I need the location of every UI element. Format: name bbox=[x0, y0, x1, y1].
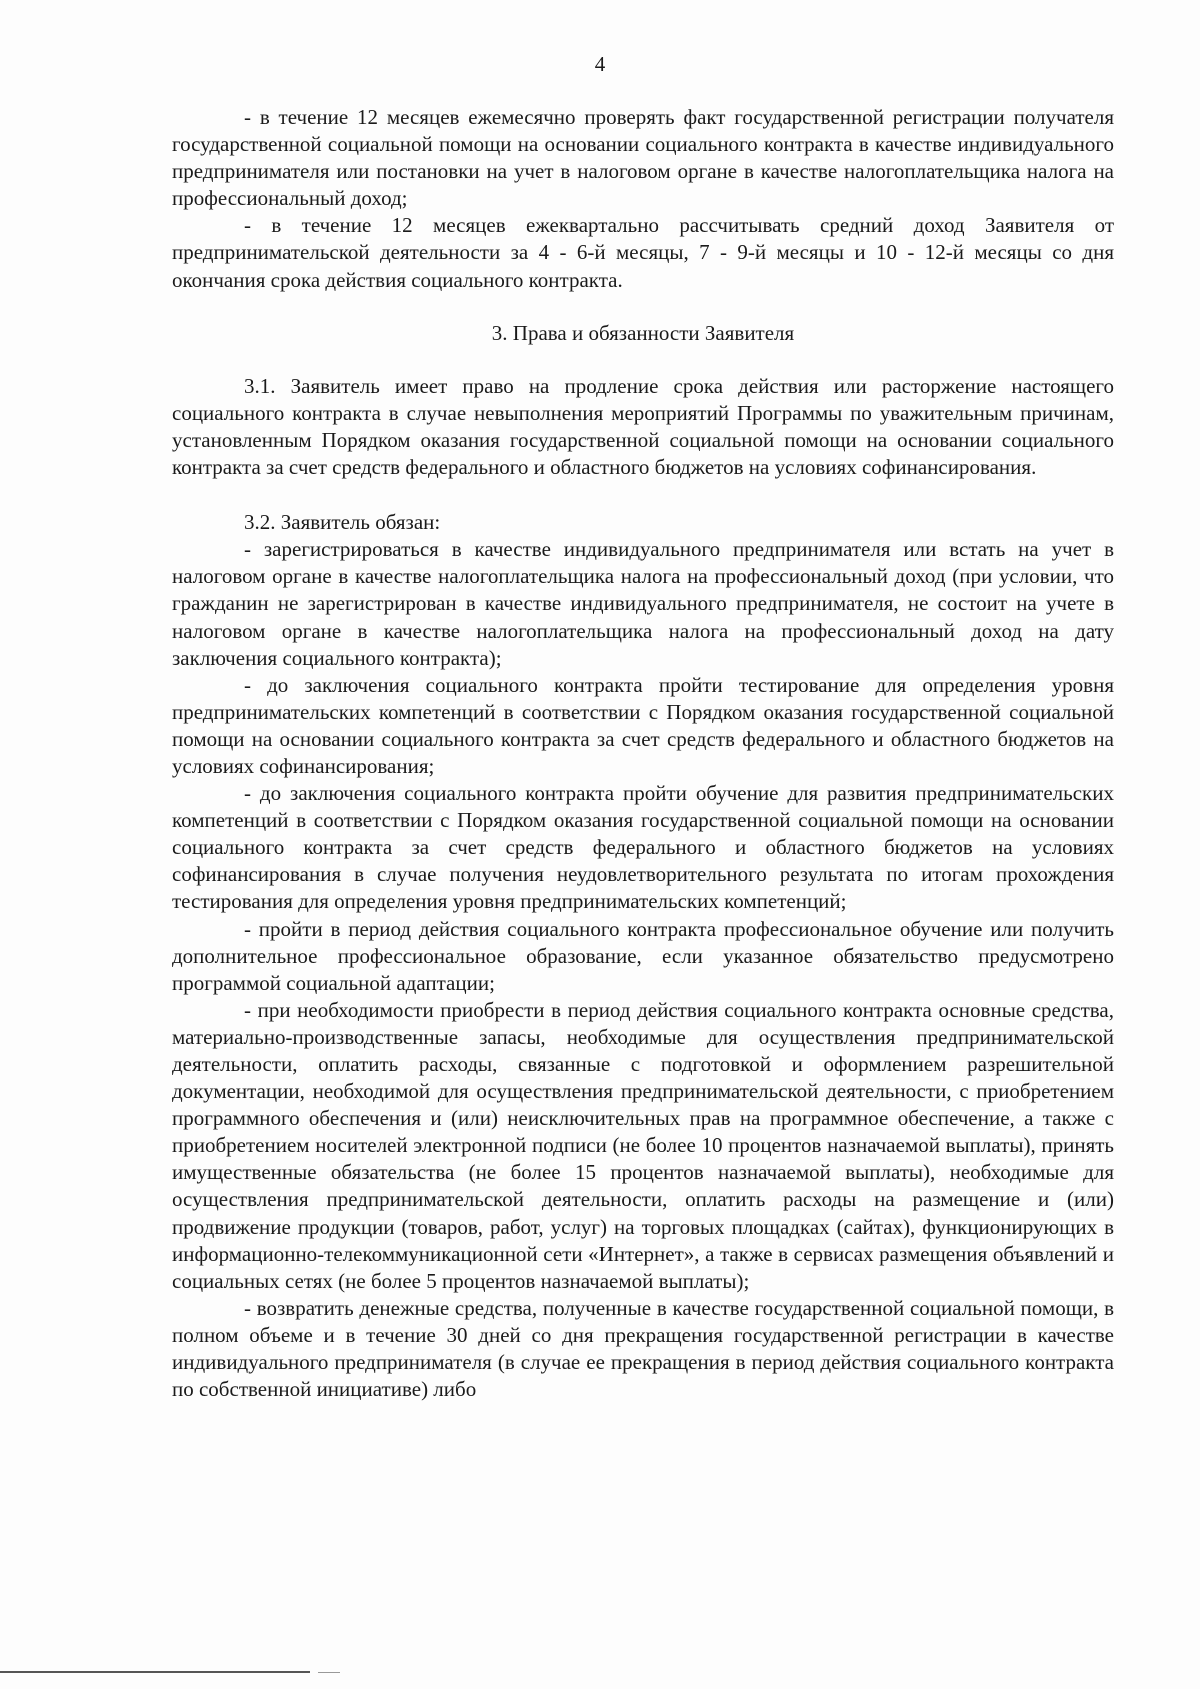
paragraph-education: - пройти в период действия социального контракта профессиональное обучение или получить дополнительное профессиональное образование, если указанное обязательство предусмотрено программой социальной адаптации; bbox=[172, 916, 1114, 995]
page-number: 4 bbox=[594, 52, 606, 76]
section-heading-rights-obligations: 3. Права и обязанности Заявителя bbox=[491, 320, 795, 345]
spacer bbox=[172, 481, 1114, 509]
spacer bbox=[172, 347, 1114, 373]
spacer bbox=[172, 294, 1114, 320]
paragraph-testing: - до заключения социального контракта пройти тестирование для определения уровня предпринимательских компетенций в соответствии с Порядком оказания государственной социальной помощи на основании социального контракта за счет средств федерального и областного бюджетов на условиях софинансирования; bbox=[172, 672, 1114, 778]
paragraph-3-1: 3.1. Заявитель имеет право на продление срока действия или расторжение настоящего социального контракта в случае невыполнения мероприятий Программы по уважительным причинам, установленным Порядком оказания государственной социальной помощи на основании социального контракта за счет средств федерального и областного бюджетов на условиях софинансирования. bbox=[172, 373, 1114, 480]
paragraph-register: - зарегистрироваться в качестве индивидуального предпринимателя или встать на учет в налоговом органе в качестве налогоплательщика налога на профессиональный доход (при условии, что гражданин не зарегистрирован в качестве индивидуального предпринимателя, не состоит на учете в налоговом органе в качестве налогоплательщика налога на профессиональный доход на дату заключения социального контракта); bbox=[172, 537, 1114, 670]
paragraph-training: - до заключения социального контракта пройти обучение для развития предпринимательских компетенций в соответствии с Порядком оказания государственной социальной помощи на основании социального контракта за счет средств федерального и областного бюджетов на условиях софинансирования в случае получения неудовлетворительного результата по итогам прохождения тестирования для определения уровня предпринимательских компетенций; bbox=[172, 781, 1114, 914]
document-body bbox=[172, 104, 1114, 1403]
footer-divider bbox=[0, 1671, 310, 1673]
paragraph-return-funds: - возвратить денежные средства, полученные в качестве государственной социальной помощи, в полном объеме и в течение 30 дней со дня прекращения государственной регистрации в качестве индивидуального предпринимателя (в случае ее прекращения в период действия социального контракта по собственной инициативе) либо bbox=[172, 1295, 1114, 1402]
paragraph-3-2: 3.2. Заявитель обязан: bbox=[244, 510, 441, 535]
paragraph-quarterly-income: - в течение 12 месяцев ежеквартально рассчитывать средний доход Заявителя от предпринимательской деятельности за 4 - 6-й месяцы, 7 - 9-й месяцы и 10 - 12-й месяцы со дня окончания срока действия социального контракта. bbox=[172, 213, 1114, 292]
paragraph-monthly-check: - в течение 12 месяцев ежемесячно проверять факт государственной регистрации получателя государственной социальной помощи на основании социального контракта в качестве индивидуального предпринимателя или постановки на учет в налоговом органе в качестве налогоплательщика налога на профессиональный доход; bbox=[172, 105, 1114, 211]
paragraph-purchase: - при необходимости приобрести в период действия социального контракта основные средства, материально-производственные запасы, необходимые для осуществления предпринимательской деятельности, оплатить расходы, связанные с подготовкой и оформлением разрешительной документации, необходимой для осуществления предпринимательской деятельности, с приобретением программного обеспечения и (или) неисключительных прав на программное обеспечение, а также с приобретением носителей электронной подписи (не более 10 процентов назначаемой выплаты), принять имущественные обязательства (не более 15 процентов назначаемой выплаты), необходимые для осуществления предпринимательской деятельности, оплатить расходы на размещение и (или) продвижение продукции (товаров, работ, услуг) на торговых площадках (сайтах), функционирующих в информационно-телекоммуникационной сети «Интернет», а также в сервисах размещения объявлений и социальных сетях (не более 5 процентов назначаемой выплаты); bbox=[172, 997, 1114, 1293]
footer-divider-tail bbox=[318, 1672, 340, 1673]
